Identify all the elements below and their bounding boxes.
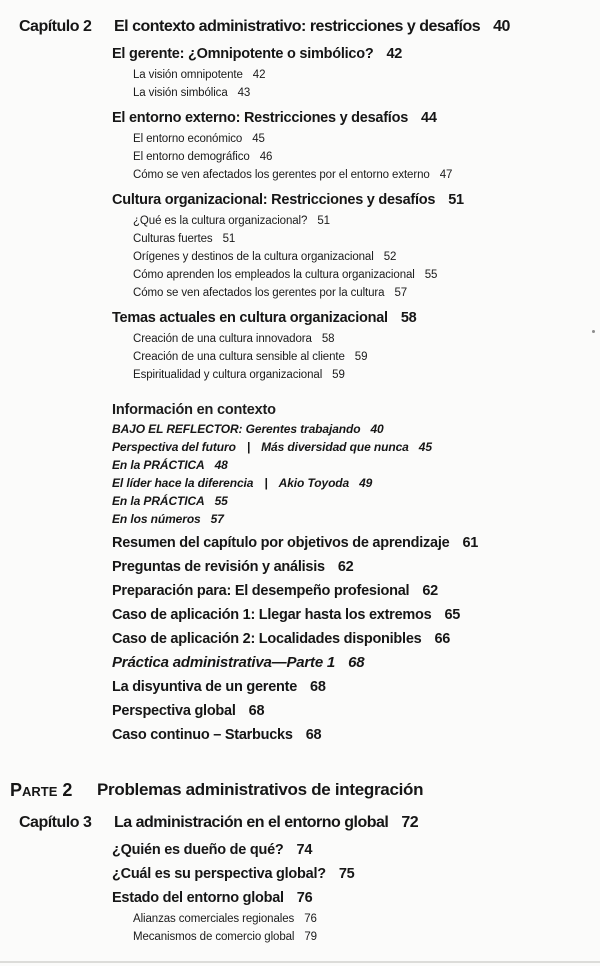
entry-body (112, 559, 353, 575)
entry-body (112, 310, 416, 326)
toc-row-section (0, 106, 600, 130)
page-number: 46 (259, 151, 273, 163)
entry-title: Caso de aplicación 2: Localidades disponibles (112, 631, 422, 647)
entry-body (133, 351, 367, 363)
page-number: 48 (214, 458, 228, 472)
page-number: 58 (400, 310, 417, 326)
toc-row-feature (0, 420, 600, 438)
toc-row-section (0, 862, 600, 886)
toc-row-section (0, 838, 600, 862)
page-number: 52 (383, 251, 397, 263)
entry-subtitle: Más diversidad que nunca (261, 440, 409, 454)
entry-body (133, 269, 437, 281)
entry-body (112, 890, 312, 906)
entry-body (112, 422, 384, 436)
entry-title: El contexto administrativo: restricciones y desafíos (114, 18, 481, 35)
entry-body (112, 494, 228, 508)
page-number: 42 (252, 69, 266, 81)
entry-body (112, 402, 276, 418)
entry-title: Mecanismos de comercio global (133, 931, 295, 943)
entry-title: El entorno externo: Restricciones y desafíos (112, 110, 409, 126)
entry-title: Creación de una cultura sensible al cliente (133, 351, 345, 363)
page-number: 68 (348, 654, 365, 671)
toc-row-sub (0, 212, 600, 230)
page-number: 47 (439, 169, 453, 181)
page-number: 61 (462, 535, 479, 551)
entry-title: El gerente: ¿Omnipotente o simbólico? (112, 46, 374, 62)
toc-row-sub (0, 330, 600, 348)
toc-row-feature (0, 510, 600, 528)
entry-body (133, 931, 317, 943)
entry-title: Cómo aprenden los empleados la cultura organizacional (133, 269, 415, 281)
page-bottom-edge (0, 961, 600, 963)
page-number: 76 (304, 913, 317, 925)
entry-body (133, 913, 317, 925)
entry-body (112, 512, 224, 526)
entry-title: Orígenes y destinos de la cultura organizacional (133, 251, 374, 263)
entry-body (133, 151, 272, 163)
entry-body (133, 215, 330, 227)
page-number: 58 (321, 333, 335, 345)
entry-title: Caso continuo – Starbucks (112, 727, 293, 743)
page-number: 66 (434, 631, 451, 647)
page-number: 51 (222, 233, 236, 245)
toc-row-sub (0, 130, 600, 148)
page-number: 45 (418, 440, 432, 454)
page-number: 62 (337, 559, 354, 575)
page-number: 57 (394, 287, 408, 299)
toc-row-big (0, 603, 600, 627)
entry-title: La disyuntiva de un gerente (112, 679, 298, 695)
toc-row-big (0, 699, 600, 723)
entry-title: En la PRÁCTICA (112, 494, 205, 508)
entry-body (112, 476, 372, 490)
entry-body (133, 69, 265, 81)
entry-title: El entorno económico (133, 133, 243, 145)
toc-row-practice (0, 651, 600, 675)
entry-body (112, 679, 326, 695)
page-number: 62 (422, 583, 438, 599)
pipe-separator: | (246, 440, 251, 454)
page-number: 45 (252, 133, 265, 145)
page-number: 57 (210, 512, 224, 526)
entry-body (133, 133, 265, 145)
chapter-label: Capítulo 2 (19, 18, 92, 35)
toc-row-big (0, 723, 600, 747)
entry-title: Información en contexto (112, 402, 276, 418)
entry-title: Resumen del capítulo por objetivos de aprendizaje (112, 535, 450, 551)
entry-title: BAJO EL REFLECTOR: Gerentes trabajando (112, 422, 361, 436)
entry-title: El líder hace la diferencia (112, 476, 254, 490)
entry-body (112, 458, 228, 472)
toc-row-feature (0, 492, 600, 510)
entry-title: Problemas administrativos de integración (97, 780, 424, 799)
toc-row-section (0, 188, 600, 212)
toc-row-section (0, 42, 600, 66)
toc-row-chapter (0, 812, 600, 834)
page-number: 42 (386, 46, 403, 62)
entry-title: La administración en el entorno global (114, 814, 389, 831)
toc-row-sub (0, 230, 600, 248)
entry-title: La visión omnipotente (133, 69, 243, 81)
toc-row-feature-header (0, 400, 600, 420)
entry-body (112, 866, 354, 882)
toc-row-sub (0, 366, 600, 384)
entry-title: Caso de aplicación 1: Llegar hasta los extremos (112, 607, 432, 623)
page-number: 49 (359, 476, 373, 490)
page-number: 44 (421, 110, 437, 126)
entry-title: Perspectiva del futuro (112, 440, 236, 454)
entry-body (133, 333, 334, 345)
page-number: 68 (305, 727, 322, 743)
toc-row-sub (0, 148, 600, 166)
part-label: Parte 2 (10, 780, 73, 800)
entry-title: En la PRÁCTICA (112, 458, 205, 472)
toc-row-feature (0, 438, 600, 456)
entry-title: En los números (112, 512, 201, 526)
page-number: 43 (237, 87, 251, 99)
page-number: 79 (304, 931, 317, 943)
entry-body (133, 233, 235, 245)
page-number: 40 (493, 18, 510, 35)
entry-body (114, 812, 418, 834)
page-number: 74 (296, 842, 313, 858)
page-number: 59 (354, 351, 368, 363)
entry-body (97, 777, 423, 803)
entry-title: Alianzas comerciales regionales (133, 913, 295, 925)
entry-title: Cómo se ven afectados los gerentes por la cultura (133, 287, 385, 299)
entry-body (133, 287, 407, 299)
chapter-label: Capítulo 3 (19, 814, 92, 831)
toc-row-feature (0, 474, 600, 492)
entry-title: Cultura organizacional: Restricciones y desafíos (112, 192, 436, 208)
entry-title: La visión simbólica (133, 87, 228, 99)
entry-body (133, 369, 345, 381)
toc-row-chapter (0, 16, 600, 38)
entry-body (133, 169, 452, 181)
entry-body (112, 727, 321, 743)
toc-row-big (0, 675, 600, 699)
page-number: 59 (332, 369, 345, 381)
toc-row-section (0, 886, 600, 910)
page-number: 76 (296, 890, 313, 906)
toc-row-sub (0, 84, 600, 102)
page-number: 55 (424, 269, 438, 281)
entry-title: Perspectiva global (112, 703, 236, 719)
page-number: 68 (310, 679, 326, 695)
toc-row-feature (0, 456, 600, 474)
page-number: 51 (317, 215, 330, 227)
toc-row-part (0, 777, 600, 803)
toc-row-sub (0, 66, 600, 84)
entry-title: Cómo se ven afectados los gerentes por el entorno externo (133, 169, 430, 181)
entry-title: Creación de una cultura innovadora (133, 333, 312, 345)
toc-row-section (0, 306, 600, 330)
entry-title: Preparación para: El desempeño profesional (112, 583, 410, 599)
entry-body (112, 607, 460, 623)
toc-row-sub (0, 284, 600, 302)
page-number: 72 (401, 814, 419, 831)
toc-row-sub (0, 348, 600, 366)
entry-body (112, 703, 264, 719)
pipe-separator: | (264, 476, 268, 490)
entry-body (114, 16, 510, 38)
entry-body (133, 251, 396, 263)
entry-title: Espiritualidad y cultura organizacional (133, 369, 323, 381)
page-number: 40 (370, 422, 384, 436)
entry-body (112, 583, 438, 599)
entry-title: El entorno demográfico (133, 151, 250, 163)
toc-row-sub (0, 910, 600, 928)
entry-body (112, 46, 402, 62)
entry-body (112, 110, 437, 126)
entry-body (112, 535, 478, 551)
entry-title: Preguntas de revisión y análisis (112, 559, 325, 575)
toc-row-sub (0, 166, 600, 184)
entry-title: ¿Cuál es su perspectiva global? (112, 866, 326, 882)
entry-title: Culturas fuertes (133, 233, 213, 245)
entry-body (112, 440, 432, 454)
entry-title: Práctica administrativa—Parte 1 (112, 654, 336, 671)
toc-row-big (0, 555, 600, 579)
toc-row-big (0, 531, 600, 555)
page-number: 65 (444, 607, 461, 623)
page-number: 51 (448, 192, 464, 208)
page-number: 55 (214, 494, 228, 508)
toc-row-sub (0, 266, 600, 284)
entry-body (112, 631, 450, 647)
entry-title: Temas actuales en cultura organizacional (112, 310, 388, 326)
entry-body (112, 654, 364, 671)
scan-speck-dot (592, 330, 595, 333)
toc-row-big (0, 627, 600, 651)
entry-body (112, 842, 312, 858)
entry-body (133, 87, 250, 99)
entry-title: ¿Qué es la cultura organizacional? (133, 215, 308, 227)
toc-row-sub (0, 248, 600, 266)
toc-row-big (0, 579, 600, 603)
toc-row-sub (0, 928, 600, 946)
entry-body (112, 192, 464, 208)
entry-title: ¿Quién es dueño de qué? (112, 842, 284, 858)
page-number: 75 (338, 866, 355, 882)
entry-subtitle: Akio Toyoda (278, 476, 350, 490)
page-number: 68 (248, 703, 265, 719)
entry-title: Estado del entorno global (112, 890, 284, 906)
